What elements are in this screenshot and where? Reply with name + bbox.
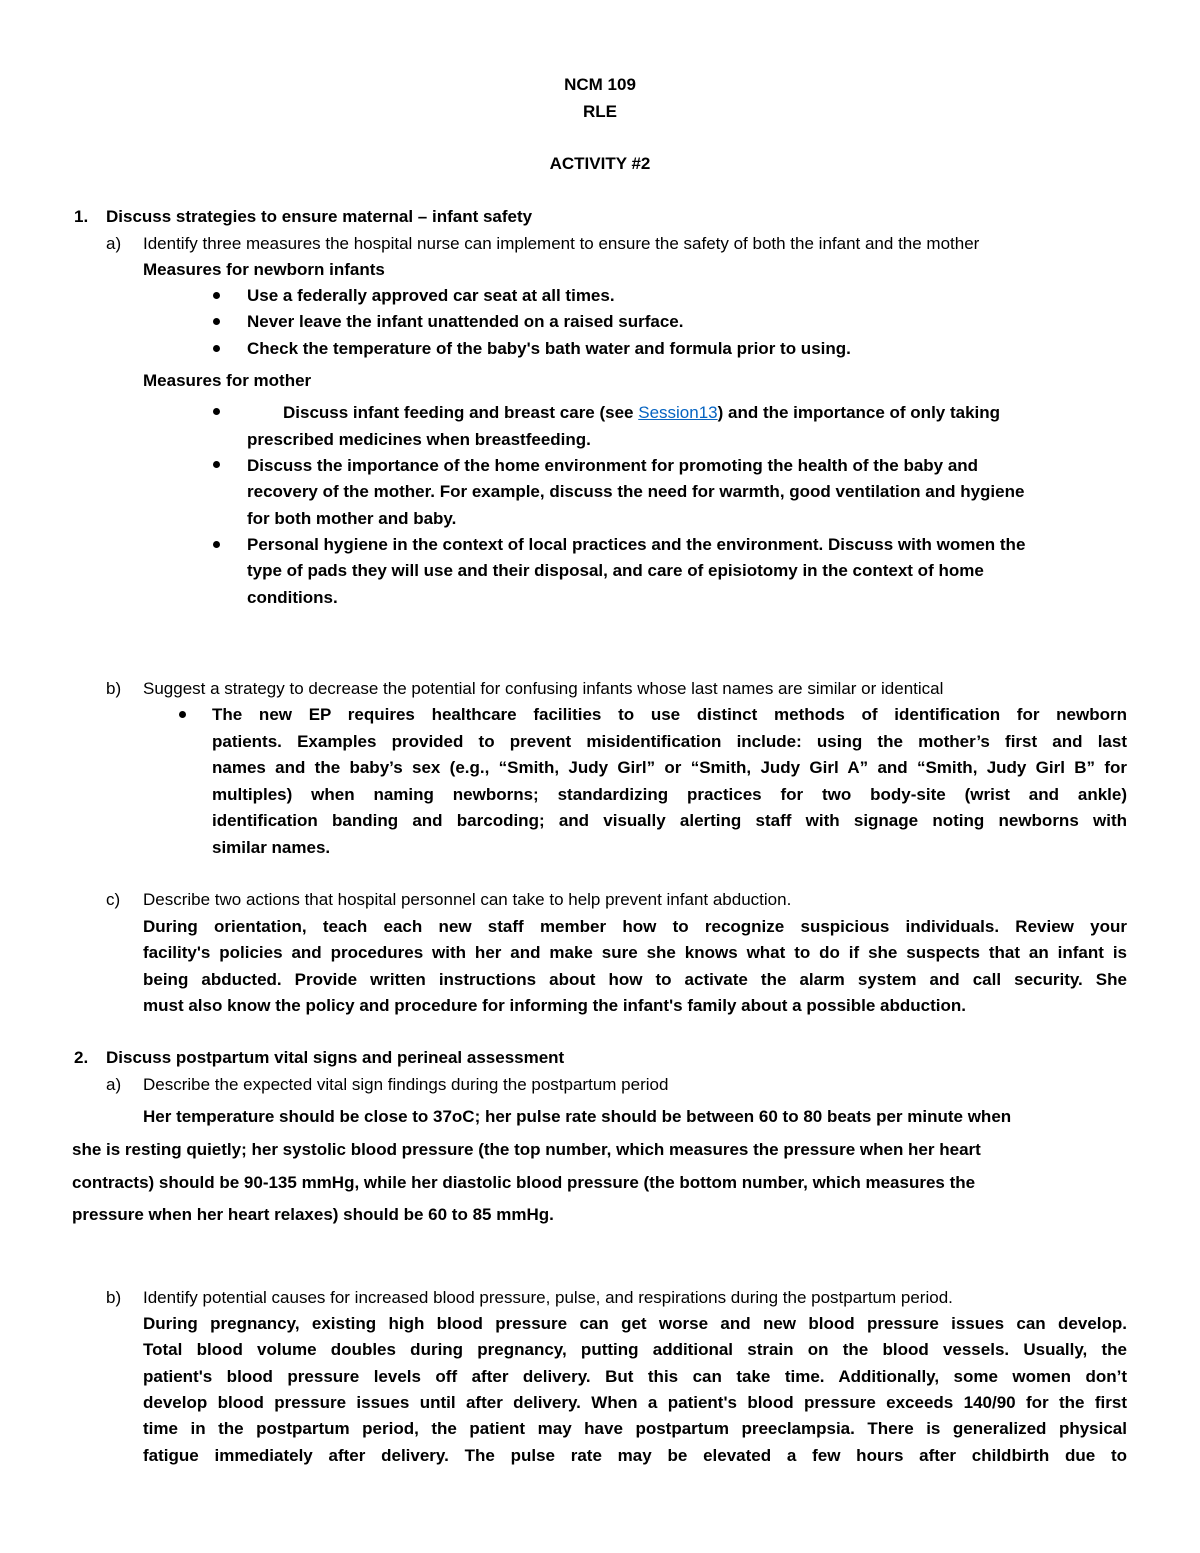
q2b-answer-line3: patient's blood pressure levels off after delivery. But this can take time. Additionally, some women don’t — [143, 1367, 1127, 1386]
q2a-answer-line3: contracts) should be 90-135 mmHg, while her diastolic blood pressure (the bottom number, which measures the — [72, 1173, 976, 1192]
q2b-answer-line4: develop blood pressure issues until after delivery. When a patient's blood pressure exceeds 140/90 for the first — [143, 1393, 1127, 1412]
q2b-prompt: Identify potential causes for increased blood pressure, pulse, and respirations during the postpartum period. — [143, 1288, 953, 1307]
bullet-icon — [213, 408, 220, 415]
q1b-answer-line3: names and the baby’s sex (e.g., “Smith, Judy Girl” or “Smith, Judy Girl A” and “Smith, Judy Girl B” for — [212, 758, 1127, 777]
bullet-icon — [213, 318, 220, 325]
mother-measure-1-line2: prescribed medicines when breastfeeding. — [247, 430, 591, 449]
q1-number: 1. — [74, 207, 89, 226]
q2b-answer-line6: fatigue immediately after delivery. The pulse rate may be elevated a few hours after childbirth due to — [143, 1446, 1127, 1465]
q1c-answer-line2: facility's policies and procedures with her and make sure she knows what to do if she suspects that an infant is — [143, 943, 1127, 962]
activity-title: ACTIVITY #2 — [549, 154, 651, 173]
q1b-prompt: Suggest a strategy to decrease the potential for confusing infants whose last names are similar or identical — [143, 679, 944, 698]
q2a-prompt: Describe the expected vital sign findings during the postpartum period — [143, 1075, 669, 1094]
session13-link[interactable]: Session13 — [638, 403, 718, 422]
q1a-letter: a) — [106, 234, 122, 253]
q1c-answer-line4: must also know the policy and procedure for informing the infant's family about a possible abduction. — [143, 996, 966, 1015]
mother-measure-1-text-after: ) and the importance of only taking — [717, 403, 1001, 422]
bullet-icon — [213, 292, 220, 299]
q2b-answer-line2: Total blood volume doubles during pregnancy, putting additional strain on the blood vessels. Usually, the — [143, 1340, 1127, 1359]
q1c-answer-line3: being abducted. Provide written instructions about how to activate the alarm system and call security. She — [143, 970, 1127, 989]
mother-measure-2-line1: Discuss the importance of the home environment for promoting the health of the baby and — [247, 456, 979, 475]
infant-measures-heading: Measures for newborn infants — [143, 260, 385, 279]
q2b-answer-line5: time in the postpartum period, the patient may have postpartum preeclampsia. There is generalized physical — [143, 1419, 1127, 1438]
mother-measure-3-line1: Personal hygiene in the context of local practices and the environment. Discuss with women the — [247, 535, 1026, 554]
q1b-answer-line6: similar names. — [212, 838, 331, 857]
infant-measure-1: Use a federally approved car seat at all times. — [247, 286, 615, 305]
mother-measure-3-line2: type of pads they will use and their disposal, and care of episiotomy in the context of home — [247, 561, 984, 580]
mother-measure-1-text: Discuss infant feeding and breast care (see — [283, 403, 639, 422]
mother-measure-2-line3: for both mother and baby. — [247, 509, 457, 528]
mother-measure-2-line2: recovery of the mother. For example, discuss the need for warmth, good ventilation and hygiene — [247, 482, 1025, 501]
bullet-icon — [213, 541, 220, 548]
q2-title: Discuss postpartum vital signs and perineal assessment — [106, 1048, 565, 1067]
q1c-letter: c) — [106, 890, 121, 909]
course-code: NCM 109 — [564, 75, 636, 94]
q2a-answer-line2: she is resting quietly; her systolic blood pressure (the top number, which measures the pressure when her heart — [72, 1140, 981, 1159]
q2a-answer-line1: Her temperature should be close to 37oC; her pulse rate should be between 60 to 80 beats per minute when — [143, 1107, 1012, 1126]
mother-measures-heading: Measures for mother — [143, 371, 312, 390]
q1b-answer-line5: identification banding and barcoding; and visually alerting staff with signage noting newborns with — [212, 811, 1127, 830]
bullet-icon — [213, 461, 220, 468]
q1b-answer-line4: multiples) when naming newborns; standardizing practices for two body-site (wrist and ankle) — [212, 785, 1127, 804]
q2a-answer-line4: pressure when her heart relaxes) should be 60 to 85 mmHg. — [72, 1205, 554, 1224]
q2b-letter: b) — [106, 1288, 122, 1307]
q1b-letter: b) — [106, 679, 122, 698]
q1b-answer-line2: patients. Examples provided to prevent misidentification include: using the mother’s first and last — [212, 732, 1127, 751]
bullet-icon — [179, 711, 186, 718]
infant-measure-3: Check the temperature of the baby's bath water and formula prior to using. — [247, 339, 851, 358]
course-type: RLE — [583, 102, 617, 121]
bullet-icon — [213, 345, 220, 352]
mother-measure-1 — [283, 402, 1000, 424]
infant-measure-2: Never leave the infant unattended on a raised surface. — [247, 312, 684, 331]
q1c-prompt: Describe two actions that hospital personnel can take to help prevent infant abduction. — [143, 890, 792, 909]
q1b-answer-line1: The new EP requires healthcare facilities to use distinct methods of identification for newborn — [212, 705, 1127, 724]
q1a-prompt: Identify three measures the hospital nurse can implement to ensure the safety of both the infant and the mother — [143, 234, 980, 253]
q2a-letter: a) — [106, 1075, 122, 1094]
q1c-answer-line1: During orientation, teach each new staff member how to recognize suspicious individuals. Review your — [143, 917, 1127, 936]
q2b-answer-line1: During pregnancy, existing high blood pressure can get worse and new blood pressure issues can develop. — [143, 1314, 1127, 1333]
q1-title: Discuss strategies to ensure maternal – infant safety — [106, 207, 533, 226]
q2-number: 2. — [74, 1048, 89, 1067]
mother-measure-3-line3: conditions. — [247, 588, 338, 607]
